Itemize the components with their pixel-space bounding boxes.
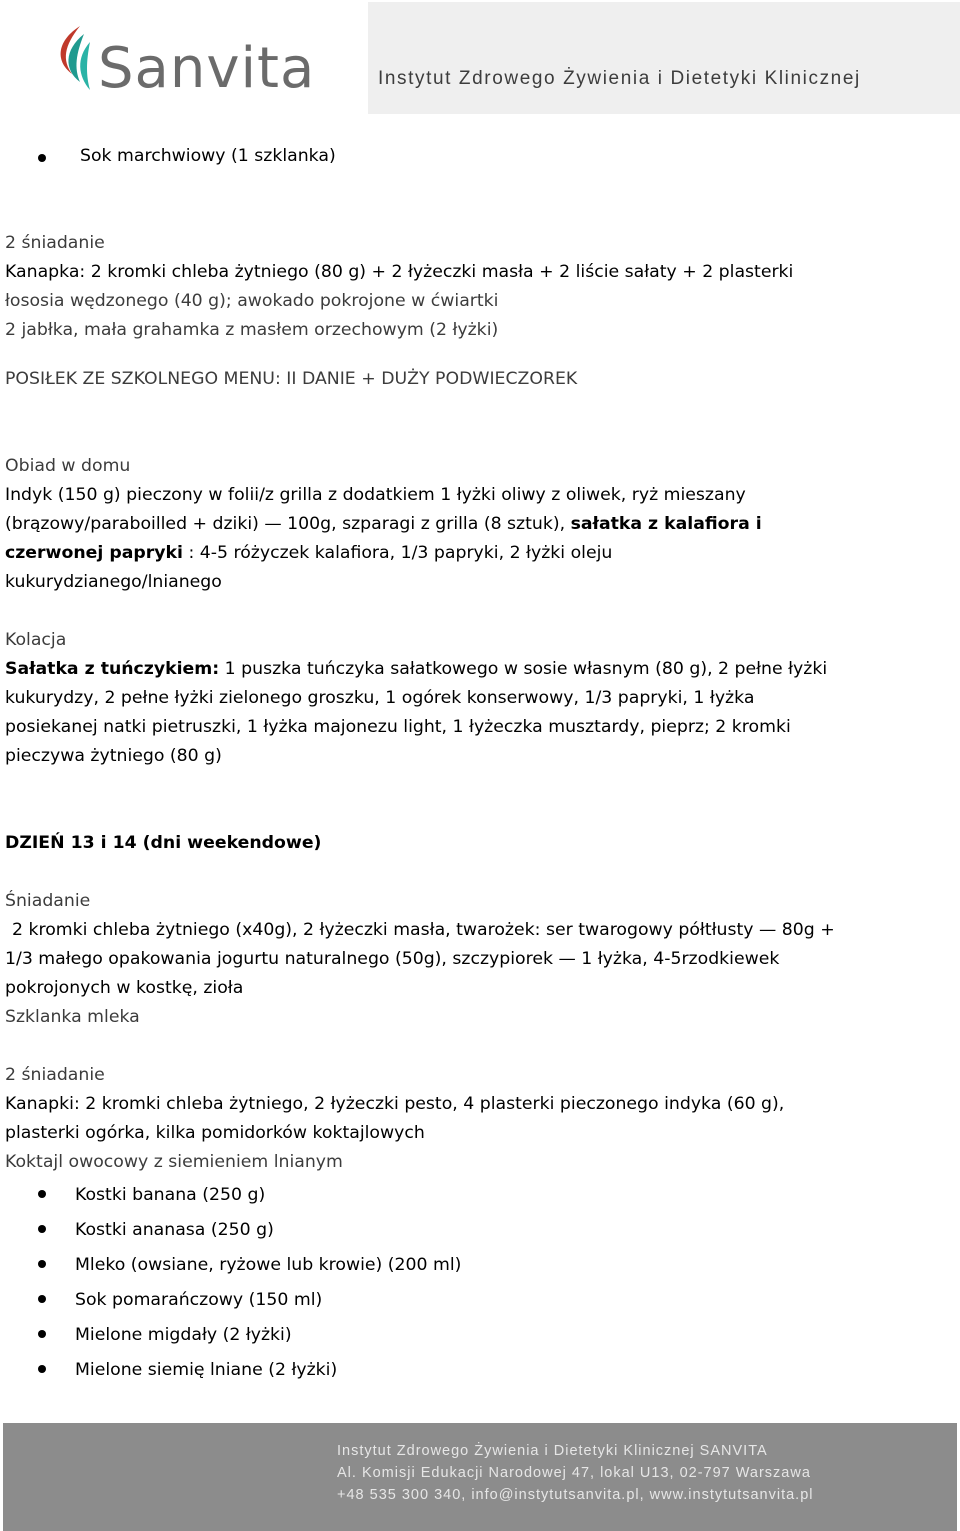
section-heading: Obiad w domu: [5, 456, 131, 476]
text-span: 1 puszka tuńczyka sałatkowego w sosie własnym (80 g), 2 pełne łyżki: [219, 659, 828, 679]
header-banner: [368, 2, 960, 114]
salad-title: sałatka z kalafiora i: [570, 514, 762, 534]
footer-contact: +48 535 300 340, info@instytutsanvita.pl, www.instytutsanvita.pl: [337, 1487, 814, 1503]
text-line: Indyk (150 g) pieczony w folii/z grilla z dodatkiem 1 łyżki oliwy z oliwek, ryż mieszany: [5, 485, 746, 505]
text-line: kukurydzianego/lnianego: [5, 572, 222, 592]
list-item: Kostki banana (250 g): [5, 1178, 917, 1213]
salad-title: czerwonej papryki: [5, 543, 183, 563]
salad-title: Sałatka z tuńczykiem:: [5, 659, 220, 679]
text-line: Koktajl owocowy z siemieniem lnianym: [5, 1152, 343, 1172]
text-line: pokrojonych w kostkę, zioła: [5, 978, 244, 998]
diet-plan-content: [5, 142, 917, 1388]
text-line: Kanapka: 2 kromki chleba żytniego (80 g) + 2 łyżeczki masła + 2 liście sałaty + 2 plasterki: [5, 262, 794, 282]
list-item: Sok marchwiowy (1 szklanka): [5, 142, 917, 171]
text-line: 1/3 małego opakowania jogurtu naturalnego (50g), szczypiorek — 1 łyżka, 4-5rzodkiewek: [5, 949, 780, 969]
list-item: Mielone siemię lniane (2 łyżki): [5, 1353, 917, 1388]
text-line: [5, 655, 917, 684]
text-line: [5, 510, 917, 539]
school-menu-note: POSIŁEK ZE SZKOLNEGO MENU: II DANIE + DUŻY PODWIECZOREK: [5, 369, 578, 389]
text-line: pieczywa żytniego (80 g): [5, 746, 222, 766]
list-item: Mleko (owsiane, ryżowe lub krowie) (200 ml): [5, 1248, 917, 1283]
footer-institute: Instytut Zdrowego Żywienia i Dietetyki Klinicznej SANVITA: [337, 1443, 768, 1459]
institute-name: Instytut Zdrowego Żywienia i Dietetyki Klinicznej: [378, 68, 861, 89]
section-heading: Kolacja: [5, 630, 67, 650]
list-item: Sok pomarańczowy (150 ml): [5, 1283, 917, 1318]
text-line: Szklanka mleka: [5, 1007, 140, 1027]
list-item: Kostki ananasa (250 g): [5, 1213, 917, 1248]
text-line: plasterki ogórka, kilka pomidorków koktajlowych: [5, 1123, 425, 1143]
section-heading: 2 śniadanie: [5, 1065, 105, 1085]
text-line: [5, 539, 917, 568]
text-span: (brązowy/paraboilled + dziki) — 100g, szparagi z grilla (8 sztuk),: [5, 514, 571, 534]
footer-address: Al. Komisji Edukacji Narodowej 47, lokal U13, 02-797 Warszawa: [337, 1465, 811, 1481]
page-footer: [3, 1423, 957, 1531]
section-heading: 2 śniadanie: [5, 233, 105, 253]
page-header: [0, 0, 960, 118]
text-line: posiekanej natki pietruszki, 1 łyżka majonezu light, 1 łyżeczka musztardy, pieprz; 2 kromki: [5, 717, 791, 737]
text-line: kukurydzy, 2 pełne łyżki zielonego groszku, 1 ogórek konserwowy, 1/3 papryki, 1 łyżka: [5, 688, 755, 708]
logo-wordmark: Sanvita: [98, 36, 316, 101]
text-line: łososia wędzonego (40 g); awokado pokrojone w ćwiartki: [5, 291, 499, 311]
text-line: 2 jabłka, mała grahamka z masłem orzechowym (2 łyżki): [5, 320, 499, 340]
list-item: Mielone migdały (2 łyżki): [5, 1318, 917, 1353]
text-line: 2 kromki chleba żytniego (x40g), 2 łyżeczki masła, twarożek: ser twarogowy półtłusty — 80g +: [12, 920, 835, 940]
section-heading: Śniadanie: [5, 891, 91, 911]
day-title: DZIEŃ 13 i 14 (dni weekendowe): [5, 833, 322, 853]
text-span: : 4-5 różyczek kalafiora, 1/3 papryki, 2 łyżki oleju: [182, 543, 613, 563]
text-line: Kanapki: 2 kromki chleba żytniego, 2 łyżeczki pesto, 4 plasterki pieczonego indyka (60 g),: [5, 1094, 785, 1114]
